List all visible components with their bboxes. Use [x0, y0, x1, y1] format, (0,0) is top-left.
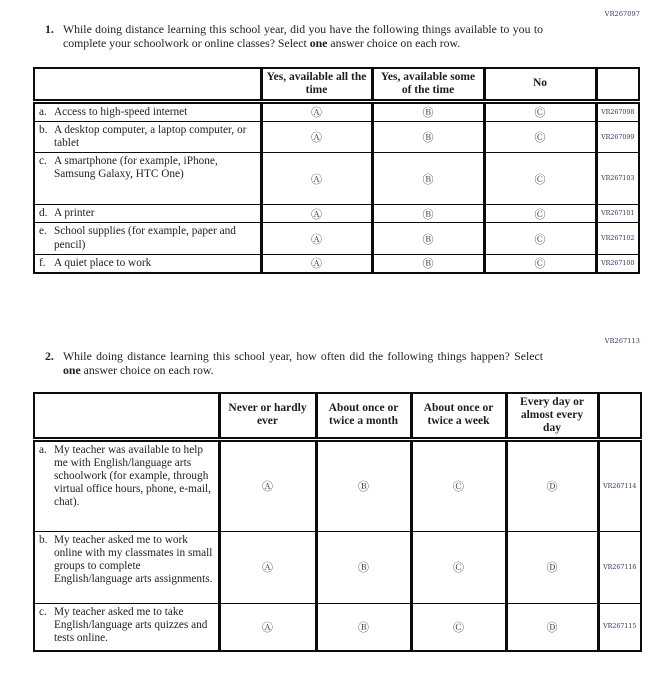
- radio-option-b[interactable]: Ⓑ: [372, 223, 484, 254]
- row-letter: c.: [39, 155, 47, 168]
- question-2-prompt: [63, 349, 543, 378]
- row-label: A smartphone (for example, iPhone, Samsung Galaxy, HTC One): [54, 155, 218, 181]
- row-label-cell: [34, 223, 261, 254]
- table-row: [34, 603, 641, 651]
- row-label-cell: [34, 254, 261, 273]
- row-label-cell: [34, 101, 261, 121]
- radio-option-c[interactable]: Ⓒ: [484, 254, 596, 273]
- radio-option-b[interactable]: Ⓑ: [316, 531, 411, 603]
- question-1-header-row: [34, 68, 639, 102]
- table-row: [34, 153, 639, 205]
- question-2-prompt-post: answer choice on each row.: [80, 363, 214, 378]
- question-2-text: [45, 349, 545, 378]
- radio-option-c[interactable]: Ⓒ: [484, 223, 596, 254]
- empty-header-cell: [598, 393, 641, 440]
- radio-option-c[interactable]: Ⓒ: [484, 153, 596, 205]
- row-label: My teacher was available to help me with English/language arts schoolwork (for example, through virtual office hours, phone, e-mail, chat).: [54, 443, 211, 509]
- radio-option-b[interactable]: Ⓑ: [316, 603, 411, 651]
- radio-option-c[interactable]: Ⓒ: [411, 603, 506, 651]
- question-1-table: [33, 67, 640, 274]
- row-letter: b.: [39, 123, 48, 136]
- radio-option-b[interactable]: Ⓑ: [316, 439, 411, 531]
- column-header: Yes, available all the time: [261, 68, 372, 102]
- question-2-table: [33, 392, 642, 653]
- question-1: [0, 0, 672, 274]
- radio-option-d[interactable]: Ⓓ: [506, 439, 598, 531]
- question-1-prompt-bold: one: [309, 36, 328, 51]
- radio-option-c[interactable]: Ⓒ: [484, 205, 596, 223]
- radio-option-c[interactable]: Ⓒ: [484, 121, 596, 152]
- radio-option-a[interactable]: Ⓐ: [261, 101, 372, 121]
- row-label: A desktop computer, a laptop computer, or tablet: [54, 123, 247, 149]
- row-vr-code: VR267103: [596, 153, 639, 205]
- row-letter: d.: [39, 207, 48, 220]
- question-2-vr-code: VR267113: [604, 337, 640, 345]
- row-letter: a.: [39, 443, 47, 456]
- radio-option-c[interactable]: Ⓒ: [484, 101, 596, 121]
- question-2-header-row: [34, 393, 641, 440]
- row-label-cell: [34, 121, 261, 152]
- radio-option-a[interactable]: Ⓐ: [261, 254, 372, 273]
- question-1-text: [45, 22, 545, 51]
- row-label: A quiet place to work: [54, 256, 152, 269]
- column-header: Yes, available some of the time: [372, 68, 484, 102]
- table-row: [34, 531, 641, 603]
- column-header: About once or twice a week: [411, 393, 506, 440]
- row-label-cell: [34, 205, 261, 223]
- row-letter: f.: [39, 256, 46, 269]
- empty-header-cell: [596, 68, 639, 102]
- question-1-prompt-post: answer choice on each row.: [327, 36, 461, 51]
- question-1-vr-code: VR267097: [604, 10, 640, 18]
- row-label-cell: [34, 531, 219, 603]
- row-vr-code: VR267116: [598, 531, 641, 603]
- row-letter: b.: [39, 533, 48, 546]
- radio-option-a[interactable]: Ⓐ: [261, 205, 372, 223]
- row-label-cell: [34, 439, 219, 531]
- radio-option-c[interactable]: Ⓒ: [411, 439, 506, 531]
- table-row: [34, 223, 639, 254]
- question-1-prompt: [63, 22, 543, 51]
- row-label: School supplies (for example, paper and pencil): [54, 225, 236, 251]
- question-2-number: 2.: [45, 349, 54, 363]
- column-header: No: [484, 68, 596, 102]
- row-label: Access to high-speed internet: [54, 105, 188, 118]
- radio-option-b[interactable]: Ⓑ: [372, 205, 484, 223]
- row-letter: c.: [39, 605, 47, 618]
- radio-option-a[interactable]: Ⓐ: [219, 439, 316, 531]
- row-label: My teacher asked me to take English/language arts quizzes and tests online.: [54, 605, 208, 644]
- row-vr-code: VR267101: [596, 205, 639, 223]
- table-row: [34, 121, 639, 152]
- question-1-prompt-pre: While doing distance learning this school year, did you have the following things available to you to complete your schoolwork or online classes? Select: [63, 22, 543, 51]
- radio-option-a[interactable]: Ⓐ: [219, 603, 316, 651]
- question-2: [0, 327, 672, 652]
- row-label: A printer: [54, 207, 95, 220]
- row-letter: a.: [39, 105, 47, 118]
- table-row: [34, 101, 639, 121]
- question-1-number: 1.: [45, 22, 54, 36]
- empty-header-cell: [34, 393, 219, 440]
- table-row: [34, 205, 639, 223]
- column-header: About once or twice a month: [316, 393, 411, 440]
- radio-option-b[interactable]: Ⓑ: [372, 101, 484, 121]
- radio-option-a[interactable]: Ⓐ: [261, 153, 372, 205]
- radio-option-c[interactable]: Ⓒ: [411, 531, 506, 603]
- row-label: My teacher asked me to work online with my classmates in small groups to complete English/language arts assignments.: [54, 533, 213, 586]
- radio-option-d[interactable]: Ⓓ: [506, 603, 598, 651]
- radio-option-a[interactable]: Ⓐ: [219, 531, 316, 603]
- row-vr-code: VR267098: [596, 101, 639, 121]
- row-vr-code: VR267102: [596, 223, 639, 254]
- question-2-prompt-pre: While doing distance learning this school year, how often did the following things happen? Select: [63, 349, 543, 363]
- radio-option-d[interactable]: Ⓓ: [506, 531, 598, 603]
- row-letter: e.: [39, 225, 47, 238]
- row-vr-code: VR267099: [596, 121, 639, 152]
- column-header: Every day or almost every day: [506, 393, 598, 440]
- empty-header-cell: [34, 68, 261, 102]
- row-label-cell: [34, 153, 261, 205]
- table-row: [34, 254, 639, 273]
- row-label-cell: [34, 603, 219, 651]
- column-header: Never or hardly ever: [219, 393, 316, 440]
- row-vr-code: VR267114: [598, 439, 641, 531]
- radio-option-b[interactable]: Ⓑ: [372, 121, 484, 152]
- question-2-prompt-bold: one: [63, 363, 81, 378]
- radio-option-a[interactable]: Ⓐ: [261, 121, 372, 152]
- radio-option-b[interactable]: Ⓑ: [372, 153, 484, 205]
- row-vr-code: VR267100: [596, 254, 639, 273]
- row-vr-code: VR267115: [598, 603, 641, 651]
- radio-option-b[interactable]: Ⓑ: [372, 254, 484, 273]
- table-row: [34, 439, 641, 531]
- radio-option-a[interactable]: Ⓐ: [261, 223, 372, 254]
